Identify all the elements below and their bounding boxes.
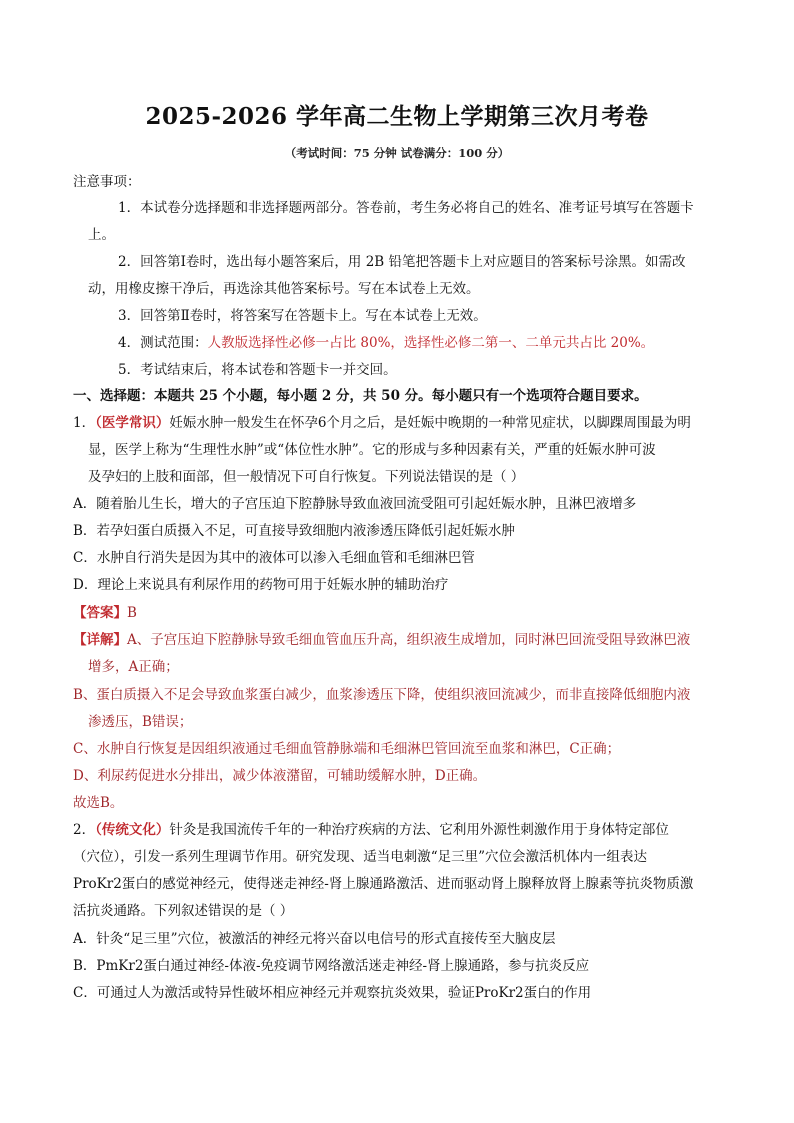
q2-number: 2． xyxy=(73,822,96,838)
q1-conclusion: 故选B。 xyxy=(73,795,124,811)
q1-stem-3: 及孕妇的上肢和面部，但一般情况下可自行恢复。下列说法错误的是（ ） xyxy=(88,469,525,485)
notice-item-4 xyxy=(118,333,654,353)
q2-tag: （传统文化） xyxy=(95,822,170,838)
q1-stem-2: 显，医学上称为“生理性水肿”或“体位性水肿”。它的形成与多种因素有关，严重的妊娠水肿可波 xyxy=(88,442,656,458)
q1-answer xyxy=(73,603,137,623)
q1-detail-label: 【详解】 xyxy=(73,632,127,648)
q1-option-a: A．随着胎儿生长，增大的子宫压迫下腔静脉导致血液回流受阻可引起妊娠水肿，且淋巴液增多 xyxy=(73,496,637,512)
q1-option-b: B．若孕妇蛋白质摄入不足，可直接导致细胞内液渗透压降低引起妊娠水肿 xyxy=(73,523,515,539)
q2-option-b: B．PmKr2蛋白通过神经-体液-免疫调节网络激活迷走神经-肾上腺通路，参与抗炎反应 xyxy=(73,958,590,974)
notice-item-2: 2．回答第Ⅰ卷时，选出每小题答案后，用 2B 铅笔把答题卡上对应题目的答案标号涂黑。如需改 xyxy=(118,254,686,270)
q1-stem xyxy=(73,413,691,433)
q1-option-c: C．水肿自行消失是因为其中的液体可以渗入毛细血管和毛细淋巴管 xyxy=(73,550,475,566)
q1-detail-a-1: A、子宫压迫下腔静脉导致毛细血管血压升高，组织液生成增加，同时淋巴回流受阻导致淋巴液 xyxy=(127,632,691,648)
q2-option-c: C．可通过人为激活或特异性破坏相应神经元并观察抗炎效果，验证ProKr2蛋白的作用 xyxy=(73,985,592,1001)
notice-item-4-scope: 人教版选择性必修一占比 80%，选择性必修二第一、二单元共占比 20%。 xyxy=(207,335,655,351)
q1-stem-1: 妊娠水肿一般发生在怀孕6个月之后，是妊娠中晚期的一种常见症状，以脚踝周围最为明 xyxy=(169,415,691,431)
q1-detail-b-2: 渗透压，B错误； xyxy=(88,714,193,730)
q1-detail-a-2: 增多，A正确； xyxy=(88,659,179,675)
q2-stem-4: 活抗炎通路。下列叙述错误的是（ ） xyxy=(73,903,294,919)
q1-detail-a xyxy=(73,630,690,650)
q1-number: 1． xyxy=(73,415,96,431)
q1-detail-b-1: B、蛋白质摄入不足会导致血浆蛋白减少，血浆渗透压下降，使组织液回流减少，而非直接降低细胞内液 xyxy=(73,687,691,703)
q1-option-d: D．理论上来说具有利尿作用的药物可用于妊娠水肿的辅助治疗 xyxy=(73,577,449,593)
q2-stem xyxy=(73,820,669,840)
exam-subtitle: （考试时间：75 分钟 试卷满分：100 分） xyxy=(284,146,510,160)
notice-item-2-cont: 动，用橡皮擦干净后，再选涂其他答案标号。写在本试卷上无效。 xyxy=(88,281,480,297)
q2-stem-2: （穴位），引发一系列生理调节作用。研究发现、适当电刺激“足三里”穴位会激活机体内一组表达 xyxy=(73,849,648,865)
q2-stem-1: 针灸是我国流传千年的一种治疗疾病的方法、它利用外源性刺激作用于身体特定部位 xyxy=(169,822,669,838)
notice-item-4-label: 4．测试范围： xyxy=(118,335,208,351)
q1-detail-c: C、水肿自行恢复是因组织液通过毛细血管静脉端和毛细淋巴管回流至血浆和淋巴，C正确； xyxy=(73,741,621,757)
notice-heading: 注意事项： xyxy=(73,174,141,190)
notice-item-5: 5．考试结束后，将本试卷和答题卡一并交回。 xyxy=(118,362,397,378)
q1-tag: （医学常识） xyxy=(95,415,170,431)
notice-item-1-cont: 上。 xyxy=(88,227,115,243)
notice-item-3: 3．回答第Ⅱ卷时，将答案写在答题卡上。写在本试卷上无效。 xyxy=(118,308,487,324)
q1-answer-value: B xyxy=(127,605,137,621)
q2-option-a: A．针灸“足三里”穴位，被激活的神经元将兴奋以电信号的形式直接传至大脑皮层 xyxy=(73,931,556,947)
q1-answer-label: 【答案】 xyxy=(73,605,127,621)
exam-title: 2025-2026 学年高二生物上学期第三次月考卷 xyxy=(145,103,649,130)
notice-item-1: 1．本试卷分选择题和非选择题两部分。答卷前，考生务必将自己的姓名、准考证号填写在答题卡 xyxy=(118,200,694,216)
q1-detail-d: D、利尿药促进水分排出，减少体液潴留，可辅助缓解水肿，D正确。 xyxy=(73,768,487,784)
section-heading: 一、选择题：本题共 25 个小题，每小题 2 分，共 50 分。每小题只有一个选项符合题目要求。 xyxy=(73,388,648,404)
q2-stem-3: ProKr2蛋白的感觉神经元，使得迷走神经-肾上腺通路激活、进而驱动肾上腺释放肾上腺素等抗炎物质激 xyxy=(73,876,694,892)
